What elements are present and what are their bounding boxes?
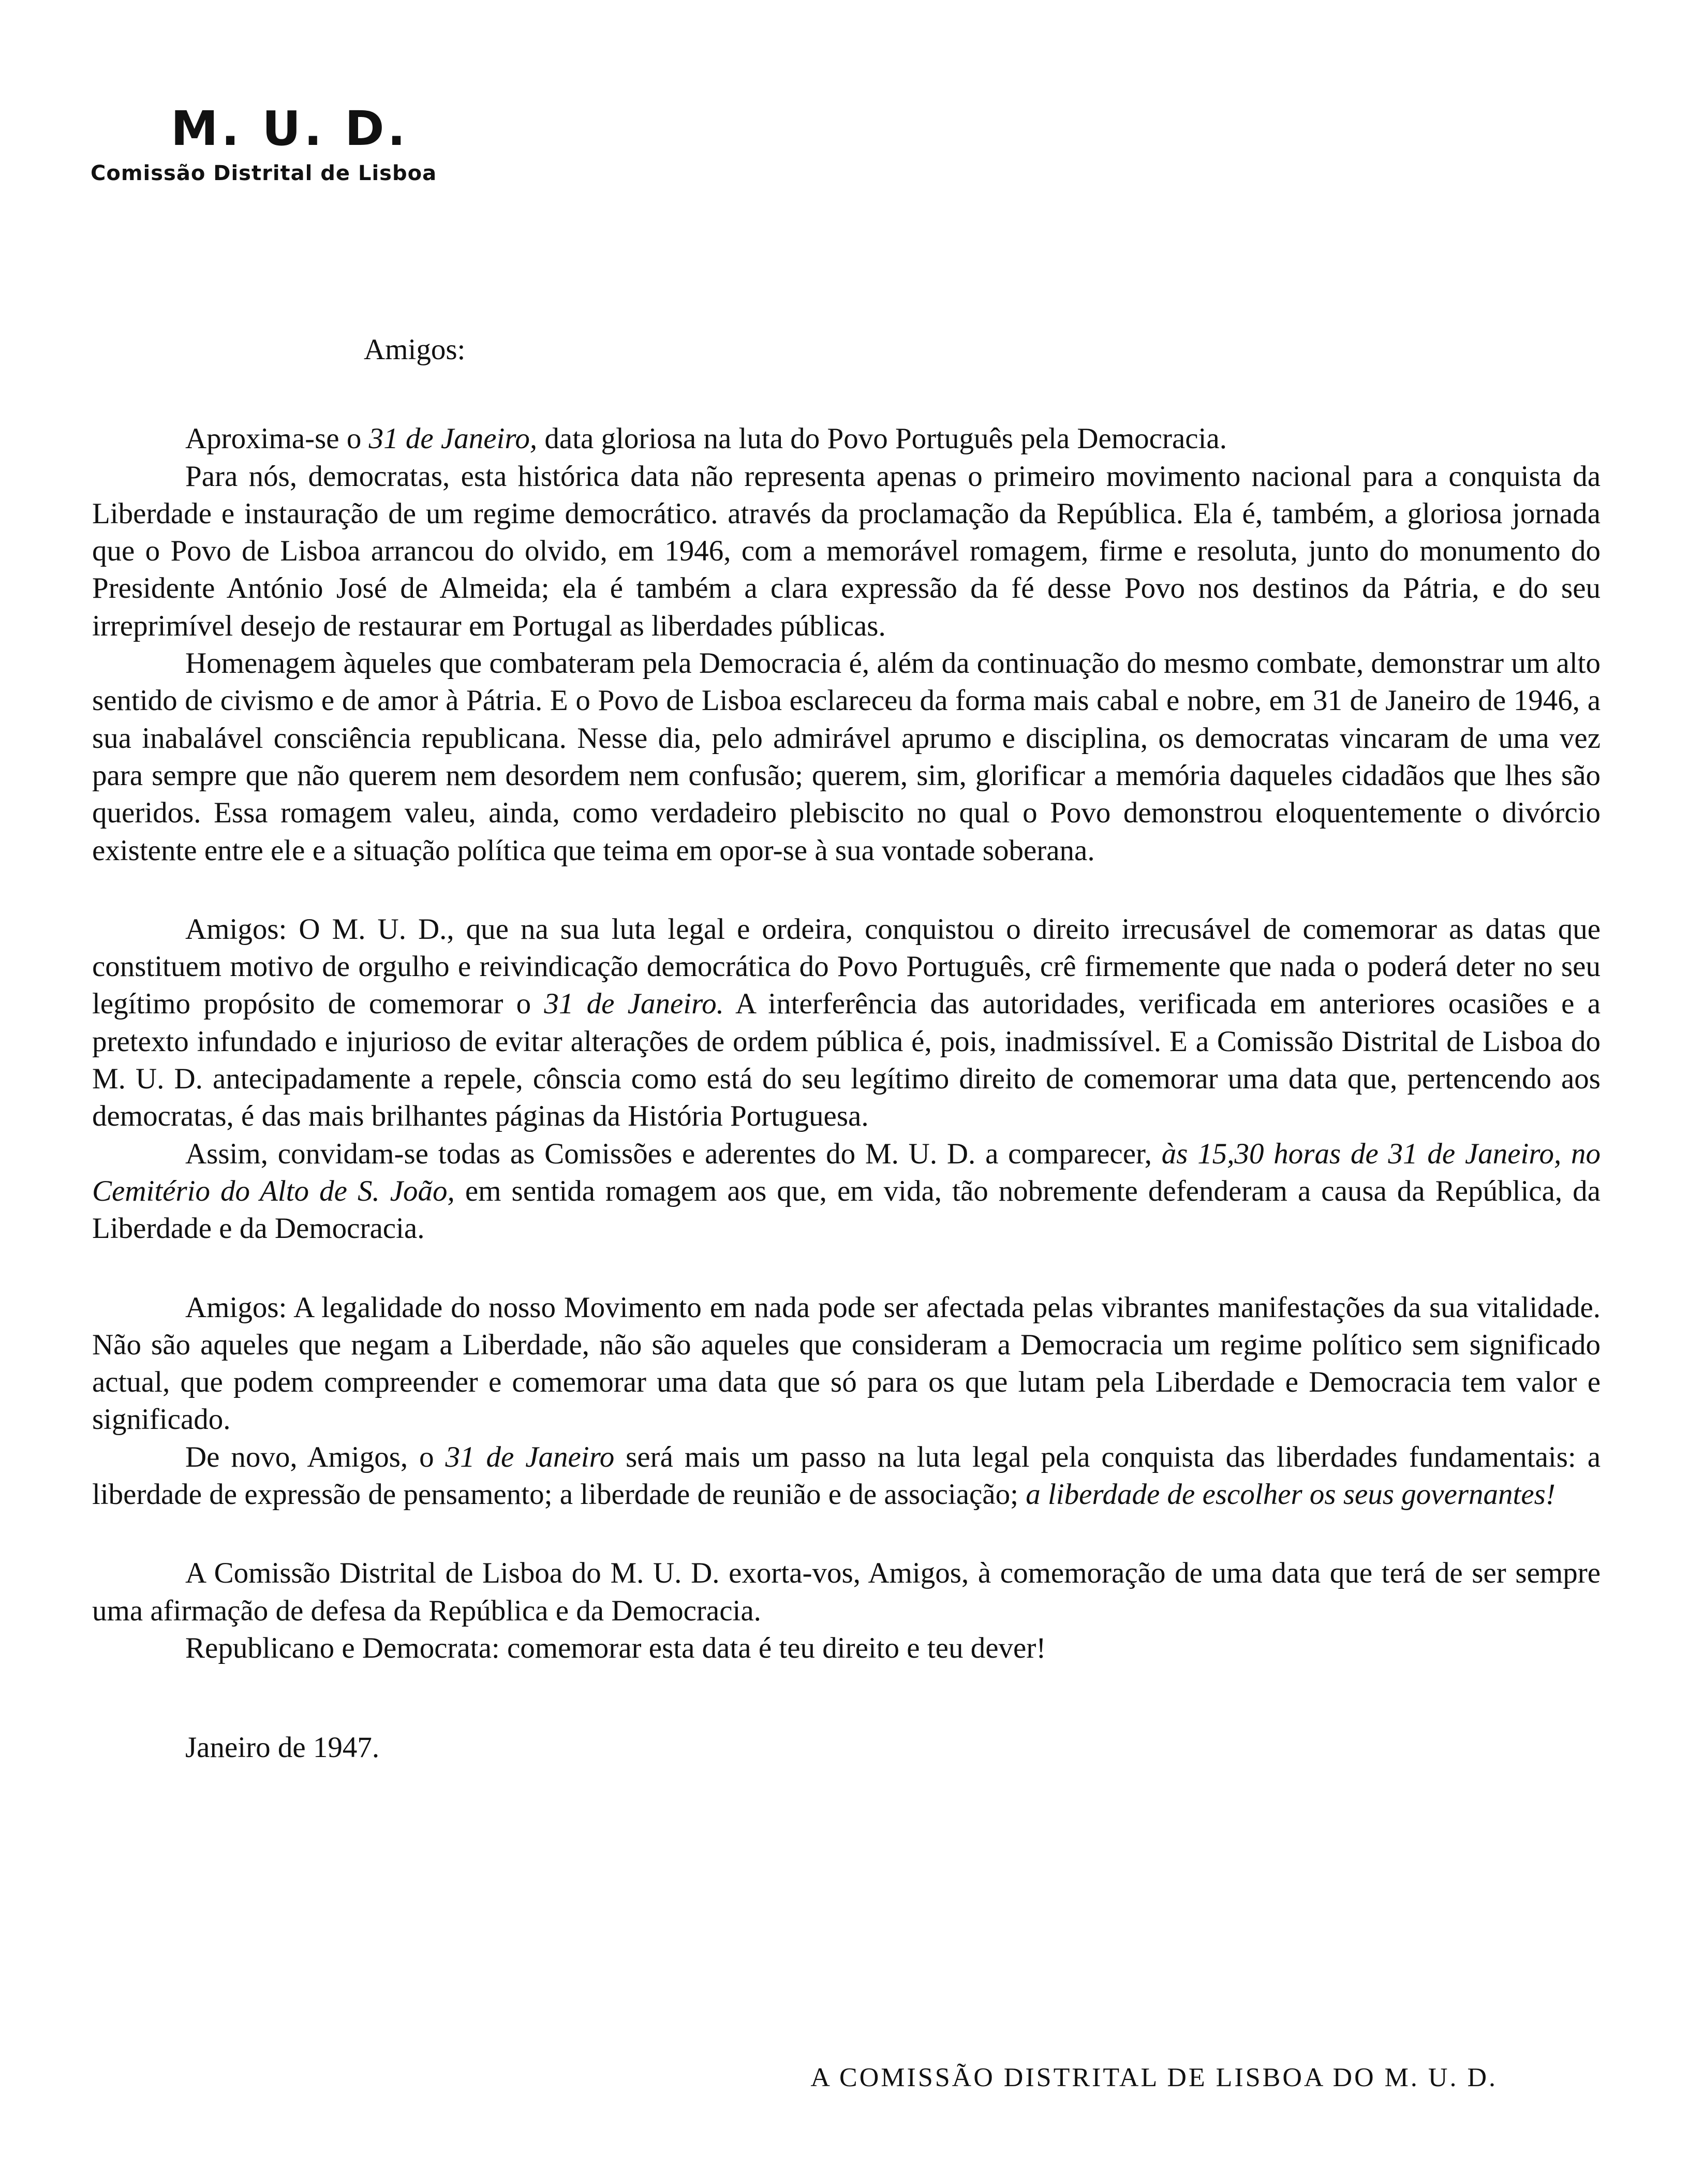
paragraph-7-text-c: será mais um passo na luta legal pela conquista das liberdades fundamentais: a liberdade de expressão de pensamento; a liberdade de reunião e de associação; xyxy=(92,1440,1601,1511)
paragraph-4-date-emphasis: 31 de Janeiro. xyxy=(544,987,724,1021)
paragraph-1-text-a: Aproxima-se o xyxy=(185,422,369,455)
paragraph-7-date-emphasis: 31 de Janeiro xyxy=(445,1440,615,1473)
paragraph-7-text-a: De novo, Amigos, o xyxy=(185,1440,446,1473)
paragraph-8: A Comissão Distrital de Lisboa do M. U. D. exorta-vos, Amigos, à comemoração de uma data que terá de ser sempre uma afirmação de defesa da República e da Democracia. xyxy=(92,1557,1601,1627)
paragraph-3: Homenagem àqueles que combateram pela Democracia é, além da continuação do mesmo combate, demonstrar um alto sentido de civismo e de amor à Pátria. E o Povo de Lisboa esclareceu da forma mais cabal e nobre, em 31 de Janeiro de 1946, a sua inabalável consciência republicana. Nesse dia, pelo admirável aprumo e disciplina, os democratas vincaram de uma vez para sempre que não querem nem desordem nem confusão; querem, sim, glorificar a memória daqueles cidadãos que lhes são queridos. Essa romagem valeu, ainda, como verdadeiro plebiscito no qual o Povo demonstrou eloquentemente o divórcio existente entre ele e a situação política que teima em opor-se à sua vontade soberana. xyxy=(92,647,1601,867)
paragraph-4 xyxy=(92,911,1601,1135)
paragraph-5-text-c: em sentida romagem aos que, em vida, tão nobremente defenderam a causa da República, da Liberdade e da Democracia. xyxy=(92,1174,1601,1245)
paragraph-1-text-c: data gloriosa na luta do Povo Português pela Democracia. xyxy=(537,422,1227,455)
paragraph-7-closing-emphasis: a liberdade de escolher os seus governantes! xyxy=(1026,1478,1555,1511)
paragraph-4-text-c: A interferência das autoridades, verificada em anteriores ocasiões e a pretexto infundado e injurioso de evitar alterações de ordem pública é, pois, inadmissível. E a Comissão Distrital de Lisboa do M. U. D. antecipadamente a repele, cônscia como está do seu legítimo direito de comemorar uma data que, pertencendo aos democratas, é das mais brilhantes páginas da História Portuguesa. xyxy=(92,987,1601,1133)
paragraph-9: Republicano e Democrata: comemorar esta data é teu direito e teu dever! xyxy=(185,1631,1046,1664)
paragraph-5 xyxy=(92,1135,1601,1248)
paragraph-1-date-emphasis: 31 de Janeiro, xyxy=(368,422,538,455)
organization-subtitle: Comissão Distrital de Lisboa xyxy=(91,161,437,185)
paragraph-7 xyxy=(92,1439,1601,1514)
signature: A COMISSÃO DISTRITAL DE LISBOA DO M. U. D. xyxy=(810,2063,1498,2092)
letter-date: Janeiro de 1947. xyxy=(185,1731,380,1764)
paragraph-5-text-a: Assim, convidam-se todas as Comissões e aderentes do M. U. D. a comparecer, xyxy=(185,1137,1162,1170)
letter-body xyxy=(92,331,1601,1767)
paragraph-5-meeting-emphasis: às 15,30 horas de 31 de Janeiro, no Cemitério do Alto de S. João, xyxy=(92,1137,1601,1207)
salutation: Amigos: xyxy=(364,333,466,366)
paragraph-4-text-a: Amigos: O M. U. D., que na sua luta legal e ordeira, conquistou o direito irrecusável de comemorar as datas que constituem motivo de orgulho e reivindicação democrática do Povo Português, crê firmemente que nada o poderá deter no seu legítimo propósito de comemorar o xyxy=(92,912,1601,1021)
paragraph-2: Para nós, democratas, esta histórica data não representa apenas o primeiro movimento nacional para a conquista da Liberdade e instauração de um regime democrático. através da proclamação da República. Ela é, também, a gloriosa jornada que o Povo de Lisboa arrancou do olvido, em 1946, com a memorável romagem, firme e resoluta, junto do monumento do Presidente António José de Almeida; ela é também a clara expressão da fé desse Povo nos destinos da Pátria, e do seu irreprimível desejo de restaurar em Portugal as liberdades públicas. xyxy=(92,460,1601,642)
paragraph-6: Amigos: A legalidade do nosso Movimento em nada pode ser afectada pelas vibrantes manifestações da sua vitalidade. Não são aqueles que negam a Liberdade, não são aqueles que consideram a Democracia um regime político sem significado actual, que podem compreender e comemorar uma data que só para os que lutam pela Liberdade e Democracia tem valor e significado. xyxy=(92,1291,1601,1436)
organization-title: M. U. D. xyxy=(171,101,409,156)
paragraph-1 xyxy=(92,420,1601,458)
